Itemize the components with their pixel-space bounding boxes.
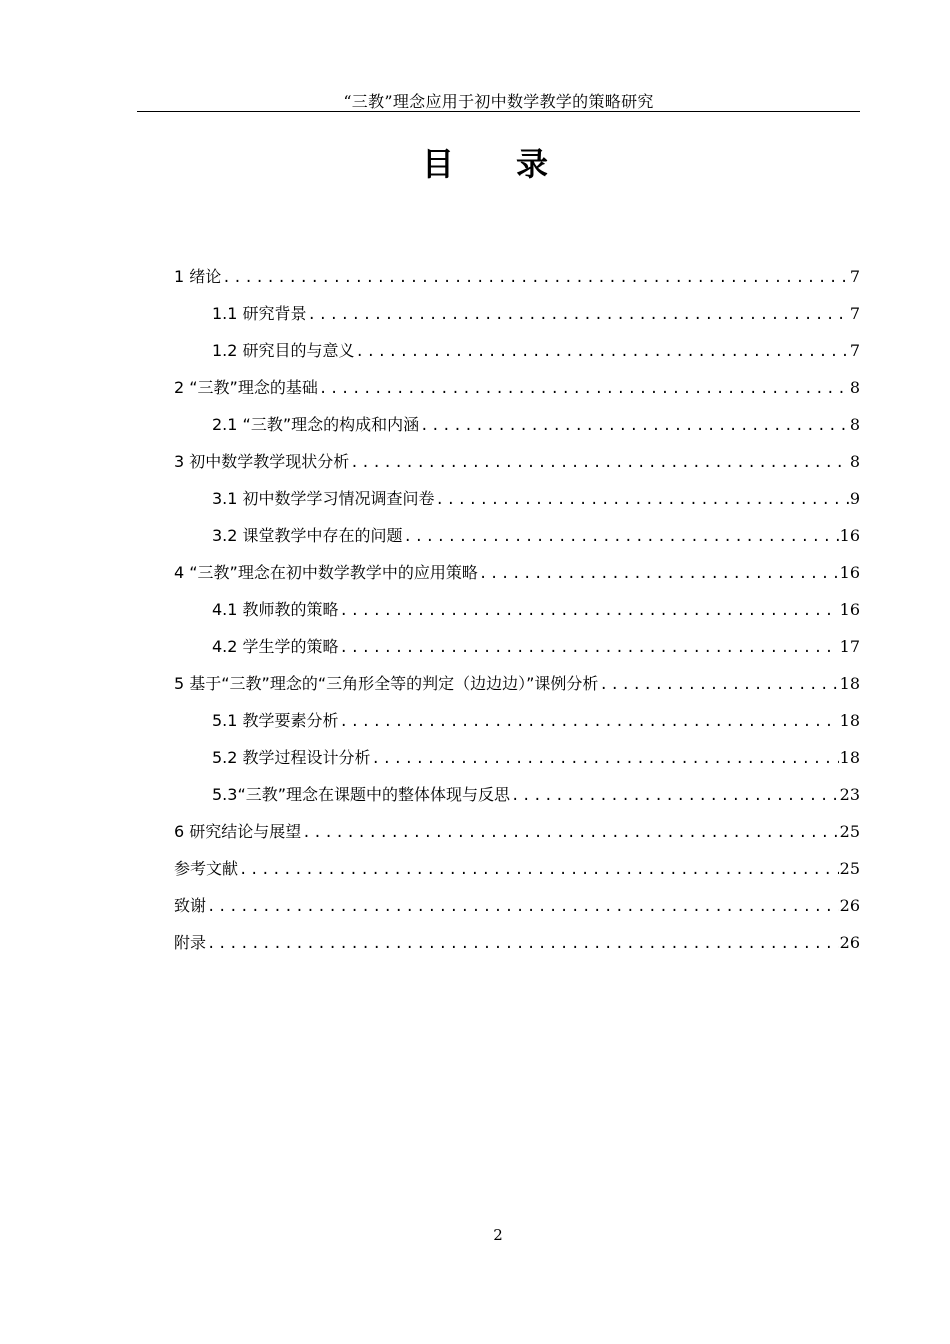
toc-entry-page: 25 (839, 822, 860, 841)
toc-dot-leader (340, 634, 839, 662)
toc-entry[interactable] (174, 522, 860, 559)
toc-entry[interactable] (174, 559, 860, 596)
toc-dot-leader (350, 449, 849, 477)
toc-entry[interactable] (174, 448, 860, 485)
toc-entry[interactable] (174, 337, 860, 374)
toc-dot-leader (239, 856, 839, 884)
toc-entry[interactable] (174, 818, 860, 855)
toc-entry-page: 8 (849, 415, 860, 434)
toc-entry[interactable] (174, 485, 860, 522)
toc-dot-leader (356, 338, 849, 366)
toc-entry[interactable] (174, 744, 860, 781)
toc-dot-leader (308, 301, 849, 329)
toc-entry-page: 23 (839, 785, 860, 804)
toc-title (0, 142, 950, 186)
toc-title-char: 目 (421, 145, 454, 183)
toc-entry[interactable] (174, 892, 860, 929)
table-of-contents (174, 263, 860, 966)
toc-entry[interactable] (174, 670, 860, 707)
toc-entry[interactable] (174, 300, 860, 337)
toc-entry-label: 4.2 学生学的策略 (212, 637, 339, 656)
toc-dot-leader (372, 745, 839, 773)
toc-dot-leader (222, 264, 849, 292)
toc-entry[interactable] (174, 781, 860, 818)
toc-entry-label: 5.3“三教”理念在课题中的整体体现与反思 (212, 785, 511, 804)
toc-dot-leader (340, 597, 839, 625)
toc-entry-page: 9 (849, 489, 860, 508)
toc-entry[interactable] (174, 596, 860, 633)
toc-dot-leader (599, 671, 838, 699)
toc-dot-leader (404, 523, 839, 551)
toc-entry-page: 18 (839, 674, 860, 693)
toc-entry-label: 4.1 教师教的策略 (212, 600, 339, 619)
toc-entry-page: 17 (839, 637, 860, 656)
toc-entry-label: 5.2 教学过程设计分析 (212, 748, 371, 767)
toc-entry-page: 26 (839, 896, 860, 915)
toc-entry-label: 2.1 “三教”理念的构成和内涵 (212, 415, 420, 434)
toc-entry-page: 18 (839, 711, 860, 730)
toc-dot-leader (479, 560, 839, 588)
toc-entry-page: 16 (839, 526, 860, 545)
toc-entry[interactable] (174, 633, 860, 670)
toc-entry-label: 1.1 研究背景 (212, 304, 307, 323)
toc-entry-label: 1.2 研究目的与意义 (212, 341, 355, 360)
toc-entry-label: 3 初中数学教学现状分析 (174, 452, 350, 471)
toc-entry-page: 25 (839, 859, 860, 878)
toc-entry-page: 8 (849, 378, 860, 397)
toc-entry-label: 1 绪论 (174, 267, 222, 286)
toc-entry[interactable] (174, 411, 860, 448)
page-number: 2 (493, 1226, 503, 1244)
toc-dot-leader (319, 375, 849, 403)
toc-entry[interactable] (174, 929, 860, 966)
toc-dot-leader (207, 930, 839, 958)
toc-entry-page: 16 (839, 563, 860, 582)
toc-dot-leader (420, 412, 849, 440)
toc-entry-page: 7 (849, 267, 860, 286)
toc-title-char: 录 (516, 145, 549, 183)
toc-entry-label: 5 基于“三教”理念的“三角形全等的判定（边边边）”课例分析 (174, 674, 599, 693)
toc-entry-label: 参考文献 (174, 859, 239, 878)
toc-entry-label: 5.1 教学要素分析 (212, 711, 339, 730)
toc-dot-leader (207, 893, 839, 921)
toc-entry-page: 16 (839, 600, 860, 619)
toc-entry-label: 2 “三教”理念的基础 (174, 378, 318, 397)
toc-entry-page: 7 (849, 304, 860, 323)
toc-entry-label: 致谢 (174, 896, 207, 915)
toc-dot-leader (340, 708, 839, 736)
toc-entry[interactable] (174, 263, 860, 300)
toc-dot-leader (511, 782, 839, 810)
toc-dot-leader (436, 486, 849, 514)
header-divider (137, 111, 860, 112)
toc-entry-label: 6 研究结论与展望 (174, 822, 302, 841)
toc-entry-label: 附录 (174, 933, 207, 952)
toc-dot-leader (302, 819, 838, 847)
toc-entry-page: 26 (839, 933, 860, 952)
toc-entry-label: 3.1 初中数学学习情况调查问卷 (212, 489, 435, 508)
toc-entry-label: 4 “三教”理念在初中数学教学中的应用策略 (174, 563, 478, 582)
toc-entry-label: 3.2 课堂教学中存在的问题 (212, 526, 403, 545)
toc-entry[interactable] (174, 855, 860, 892)
running-header: “三教”理念应用于初中数学教学的策略研究 (343, 92, 654, 111)
toc-entry[interactable] (174, 374, 860, 411)
toc-entry[interactable] (174, 707, 860, 744)
toc-entry-page: 7 (849, 341, 860, 360)
toc-entry-page: 8 (849, 452, 860, 471)
toc-entry-page: 18 (839, 748, 860, 767)
